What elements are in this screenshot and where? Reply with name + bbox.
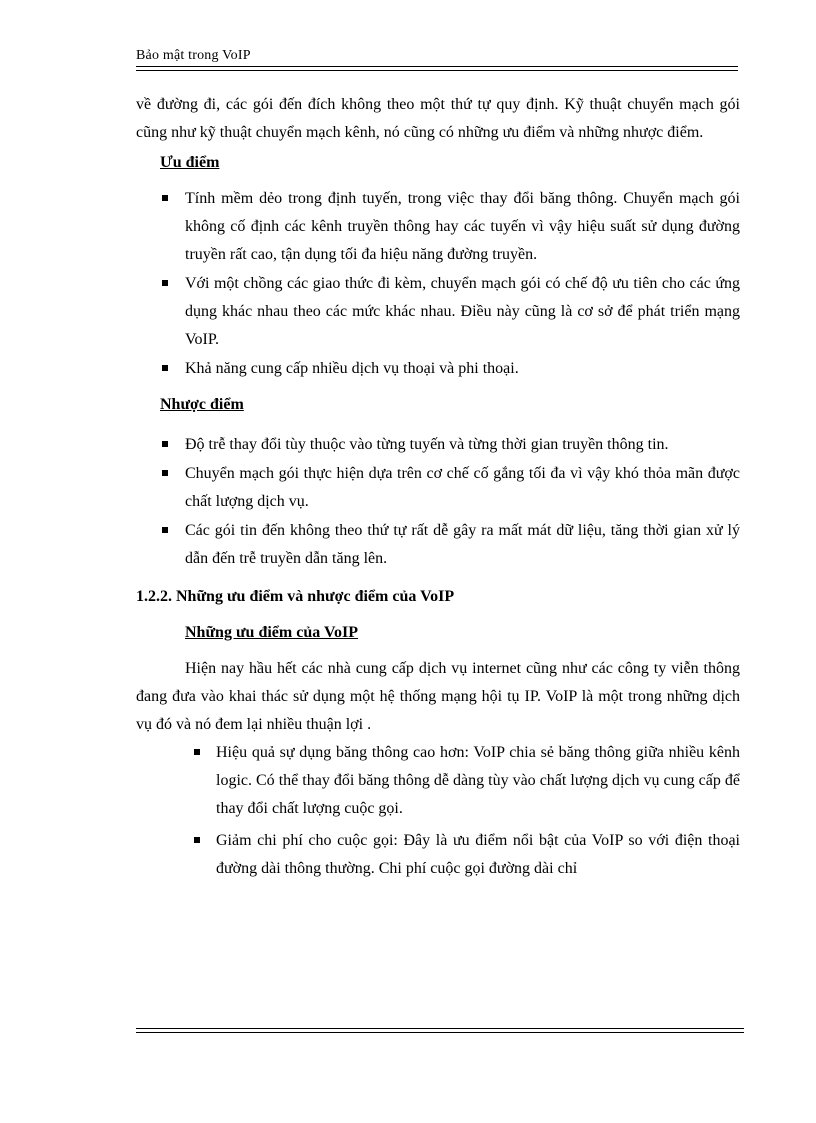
list-item: Tính mềm dẻo trong định tuyến, trong việc thay đổi băng thông. Chuyển mạch gói không cố định các kênh truyền thông hay các tuyến vì vậy hiệu suất sử dụng đường truyền rất cao, tận dụng tối đa hiệu năng đường truyền. (136, 185, 740, 269)
bullet-icon (162, 470, 168, 476)
advantages-list (136, 185, 740, 383)
header-title: Bảo mật trong VoIP (136, 48, 251, 63)
list-item: Với một chồng các giao thức đi kèm, chuyển mạch gói có chế độ ưu tiên cho các ứng dụng khác nhau theo các mức khác nhau. Điều này cũng là cơ sở để phát triển mạng VoIP. (136, 270, 740, 354)
voip-advantages-heading: Những ưu điểm của VoIP (185, 624, 359, 641)
list-item: Độ trễ thay đổi tùy thuộc vào từng tuyến và từng thời gian truyền thông tin. (136, 431, 740, 459)
voip-advantages-list (136, 739, 740, 883)
bullet-icon (162, 280, 168, 286)
list-item: Giảm chi phí cho cuộc gọi: Đây là ưu điểm nổi bật của VoIP so với điện thoại đường dài thông thường. Chi phí cuộc gọi đường dài chỉ (136, 827, 740, 883)
bullet-icon (194, 749, 200, 755)
advantages-heading: Ưu điểm (160, 154, 220, 171)
bullet-icon (162, 365, 168, 371)
bullet-icon (162, 195, 168, 201)
page-content (136, 91, 740, 887)
bullet-icon (162, 527, 168, 533)
list-item: Hiệu quả sự dụng băng thông cao hơn: VoIP chia sẻ băng thông giữa nhiều kênh logic. Có thể thay đổi băng thông dễ dàng tùy vào chất lượng dịch vụ cung cấp để thay đổi chất lượng cuộc gọi. (136, 739, 740, 823)
section-title: 1.2.2. Những ưu điểm và nhược điểm của VoIP (136, 588, 455, 605)
disadvantages-heading: Nhược điểm (160, 396, 244, 413)
disadvantages-list (136, 431, 740, 573)
list-item: Khả năng cung cấp nhiều dịch vụ thoại và phi thoại. (136, 355, 740, 383)
voip-paragraph: Hiện nay hầu hết các nhà cung cấp dịch vụ internet cũng như các công ty viễn thông đang đưa vào khai thác sử dụng một hệ thống mạng hội tụ IP. VoIP là một trong những dịch vụ đó và nó đem lại nhiều thuận lợi . (136, 660, 740, 733)
list-item: Chuyển mạch gói thực hiện dựa trên cơ chế cố gắng tối đa vì vậy khó thỏa mãn được chất lượng dịch vụ. (136, 460, 740, 516)
bullet-icon (162, 441, 168, 447)
list-item: Các gói tin đến không theo thứ tự rất dễ gây ra mất mát dữ liệu, tăng thời gian xử lý dẫn đến trễ truyền dẫn tăng lên. (136, 517, 740, 573)
header-rule (136, 66, 738, 71)
bullet-icon (194, 837, 200, 843)
footer-rule (136, 1028, 744, 1033)
intro-paragraph: về đường đi, các gói đến đích không theo một thứ tự quy định. Kỹ thuật chuyển mạch gói cũng như kỹ thuật chuyển mạch kênh, nó cũng có những ưu điểm và những nhược điểm. (136, 96, 740, 141)
